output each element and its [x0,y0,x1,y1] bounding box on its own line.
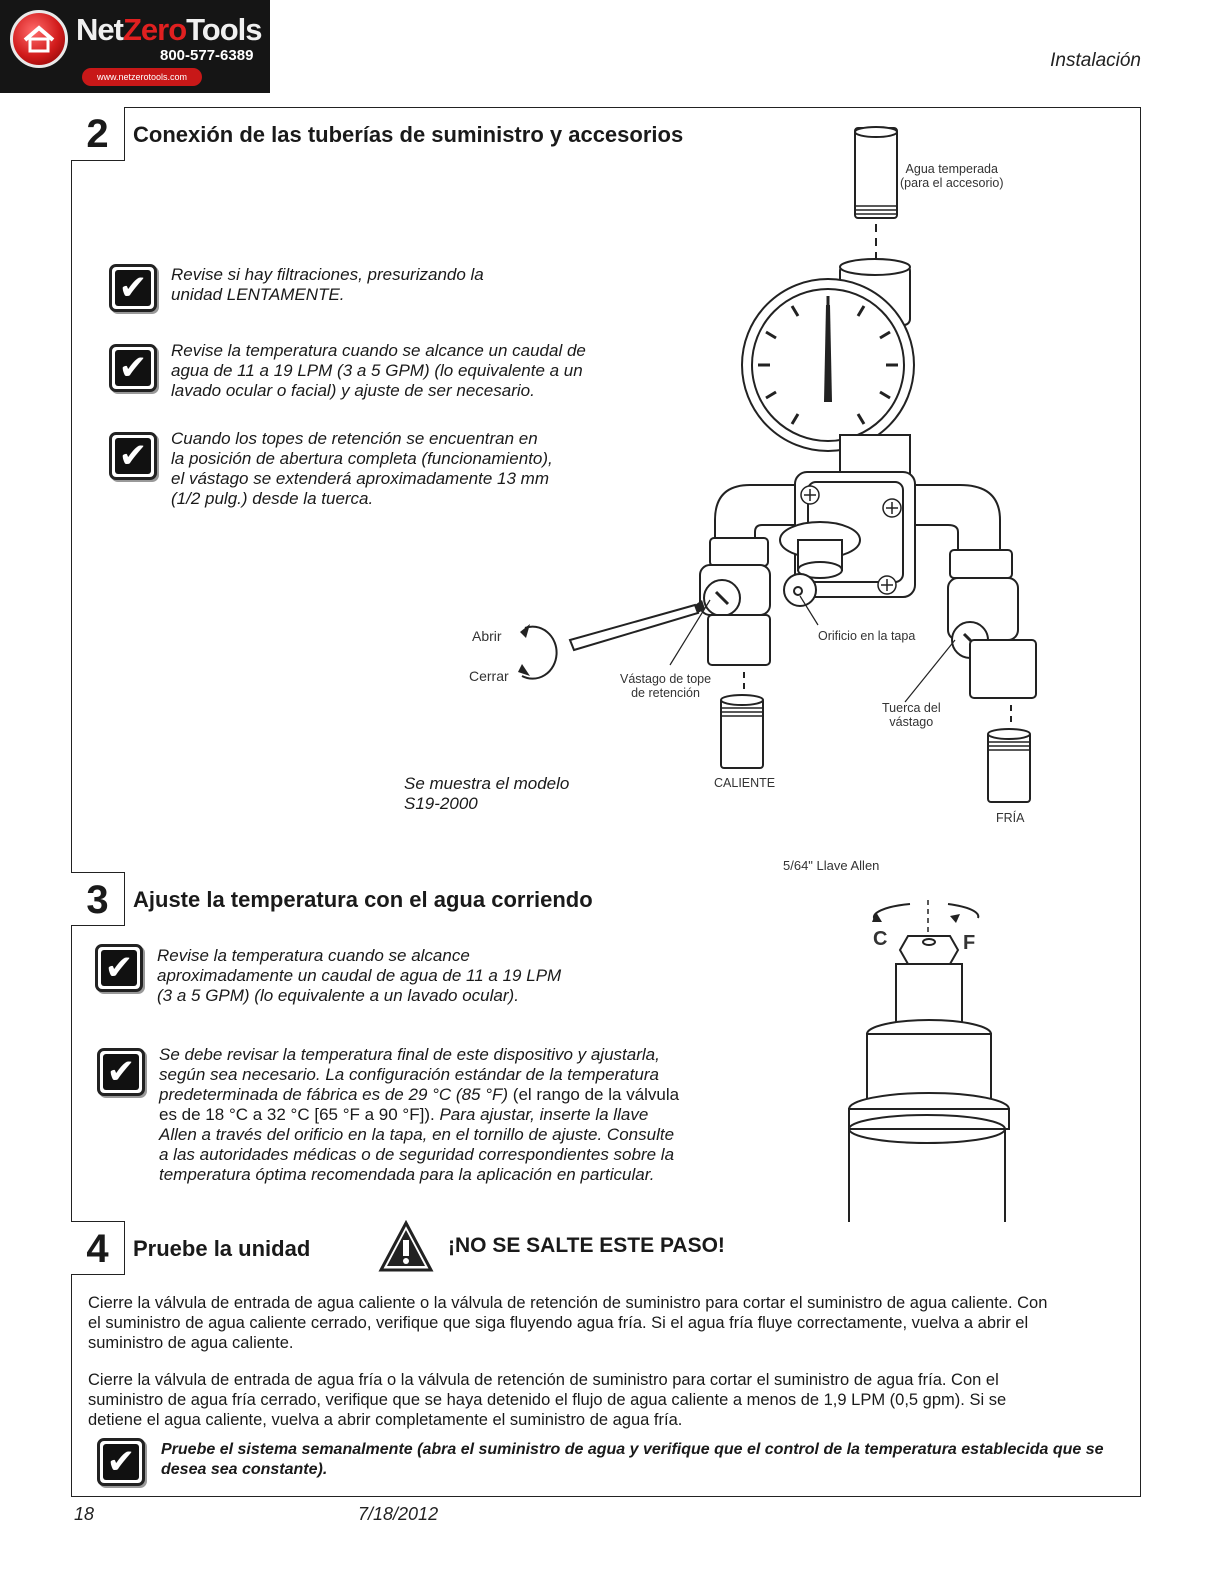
check-icon: ✔ [97,1048,145,1096]
tempered-water-label: Agua temperada (para el accesorio) [900,162,1004,190]
warning-icon [378,1220,434,1274]
weekly-test-text: Pruebe el sistema semanalmente (abra el suministro de agua y verifique que el control de la temperatura establecida que se desea sea constante). [161,1441,1104,1478]
open-label: Abrir [472,628,502,644]
house-icon [10,10,68,68]
cap-hole-label: Orificio en la tapa [818,629,916,643]
brand-name: NetZeroTools [76,12,262,47]
page-number: 18 [74,1504,95,1524]
mixing-valve-diagram [440,120,1080,840]
brand-url[interactable]: www.netzerotools.com [82,68,202,86]
check-icon: ✔ [109,264,157,312]
step-title: Conexión de las tuberías de suministro y accesorios [133,122,684,147]
test-paragraph-hot: Cierre la válvula de entrada de agua caliente o la válvula de retención de suministro para cortar el suministro de agua caliente. Con el suministro de agua caliente cerrado, verifique que siga fluyendo agua fría. Si el agua fría fluye correctamente, vuelva a abrir el suministro de agua caliente. [88,1294,1048,1352]
check-icon: ✔ [109,432,157,480]
check-text: Se debe revisar la temperatura final de este dispositivo y ajustarla, según sea necesario. La configuración estándar de la temperatura predeterminada de fábrica es de 29 °C (85 °F) (el rango de la válvula es de 18 °C a 32 °C [65 °F a 90 °F]). Para ajustar, inserte la llave Allen a través del orificio en la tapa, en el tornillo de ajuste. Consulte a las autoridades médicas o de seguridad correspondientes sobre la temperatura óptima recomendada para la aplicación en particular. [159,1045,680,1184]
section-header: Instalación [1050,50,1141,71]
step-number: 4 [71,1221,125,1275]
model-note: Se muestra el modelo S19-2000 [404,774,570,813]
check-text: Revise la temperatura cuando se alcance un caudal de agua de 11 a 19 LPM (3 a 5 GPM) (lo equivalente a un lavado ocular o facial) y ajuste de ser necesario. [171,341,586,400]
step-number: 2 [71,107,125,161]
step-number: 3 [71,872,125,926]
step-title: Ajuste la temperatura con el agua corriendo [133,887,593,912]
footer-date: 7/18/2012 [358,1504,439,1524]
check-icon: ✔ [109,344,157,392]
hot-label: CALIENTE [714,776,776,790]
check-text: Revise la temperatura cuando se alcance aproximadamente un caudal de agua de 11 a 19 LPM (3 a 5 GPM) (lo equivalente a un lavado ocular). [157,946,562,1005]
brand-logo [0,0,270,93]
cold-direction-label: F [963,932,976,954]
check-text: Revise si hay filtraciones, presurizando la unidad LENTAMENTE. [171,265,484,304]
warning-text: ¡NO SE SALTE ESTE PASO! [448,1234,725,1257]
stem-stop-label: Vástago de tope de retención [620,672,712,700]
close-label: Cerrar [469,668,509,684]
allen-key-label: 5/64" Llave Allen [783,858,880,873]
check-text: Cuando los topes de retención se encuentran en la posición de abertura completa (funcionamiento), el vástago se extenderá aproximadamente 13 mm (1/2 pulg.) desde la tuerca. [171,429,553,508]
step-title: Pruebe la unidad [133,1236,311,1261]
test-paragraph-cold: Cierre la válvula de entrada de agua fría o la válvula de retención de suministro para cortar el suministro de agua fría. Con el suministro de agua fría cerrado, verifique que se haya detenido el flujo de agua caliente a menos de 1,9 LPM (0,5 gpm). Si se detiene el agua caliente, vuelva a abrir completamente el suministro de agua fría. [88,1371,1007,1429]
hot-direction-label: C [873,928,888,950]
allen-key-diagram [760,830,1040,1225]
check-icon: ✔ [97,1438,145,1486]
stem-nut-label: Tuerca del vástago [882,701,941,729]
brand-phone: 800-577-6389 [160,47,254,64]
check-icon: ✔ [95,944,143,992]
cold-label: FRÍA [996,811,1025,825]
